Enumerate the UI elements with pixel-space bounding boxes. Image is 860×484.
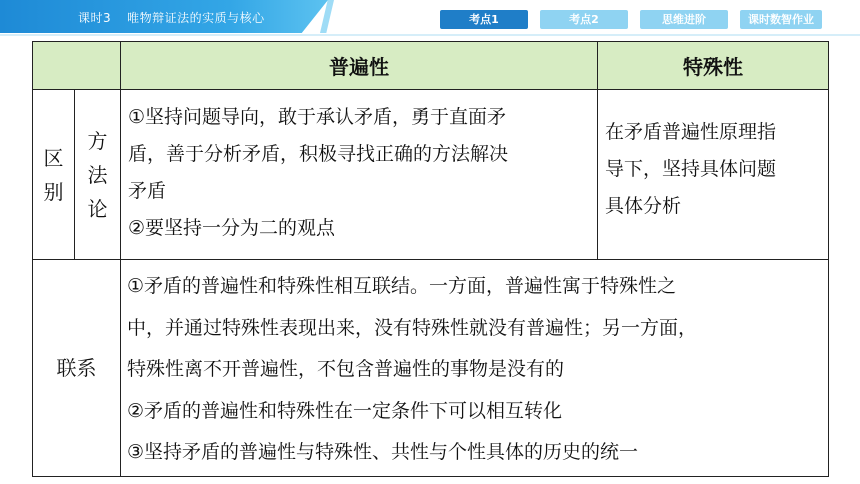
table-row-connection — [33, 260, 829, 477]
connection-line-4: ②矛盾的普遍性和特殊性在一定条件下可以相互转化 — [127, 399, 563, 422]
connection-line-1: ①矛盾的普遍性和特殊性相互联结。一方面，普遍性寓于特殊性之 — [127, 275, 677, 297]
header-corner-cell — [33, 42, 121, 90]
general-line-3: 矛盾 — [128, 180, 167, 202]
connection-line-5: ③坚持矛盾的普遍性与特殊性、共性与个性具体的历史的统一 — [127, 441, 639, 463]
lesson-title: 唯物辩证法的实质与核心 — [127, 11, 265, 25]
difference-label: 区 别 — [43, 145, 64, 204]
nav-tab-kaodian2[interactable]: 考点2 — [540, 10, 628, 29]
connection-cell — [121, 260, 829, 477]
special-line-2: 导下，坚持具体问题 — [605, 158, 777, 180]
table-row-difference — [33, 90, 829, 260]
header-divider — [0, 34, 860, 36]
general-line-2: 盾，善于分析矛盾，积极寻找正确的方法解决 — [128, 143, 509, 165]
special-line-3: 具体分析 — [605, 195, 682, 217]
row-sublabel-methodology — [75, 90, 121, 260]
methodology-label: 方 法 论 — [87, 128, 108, 221]
nav-tab-thinking-advance[interactable]: 思维进阶 — [640, 10, 728, 29]
special-line-1: 在矛盾普遍性原理指 — [605, 121, 777, 143]
row-label-connection: 联系 — [33, 260, 121, 477]
table-header-row — [33, 42, 829, 90]
column-header-general: 普遍性 — [121, 42, 598, 90]
lesson-number: 课时3 — [78, 11, 112, 25]
general-line-4: ②要坚持一分为二的观点 — [128, 217, 336, 239]
nav-tab-homework[interactable]: 课时数智作业 — [740, 10, 822, 29]
lesson-heading — [78, 9, 265, 26]
row-label-difference — [33, 90, 75, 260]
connection-line-3: 特殊性离不开普遍性，不包含普遍性的事物是没有的 — [127, 358, 565, 380]
general-methodology-cell — [121, 90, 598, 260]
top-header — [0, 0, 860, 36]
nav-tab-kaodian1[interactable]: 考点1 — [440, 10, 528, 29]
special-methodology-cell — [598, 90, 829, 260]
connection-line-2: 中，并通过特殊性表现出来，没有特殊性就没有普遍性；另一方面， — [127, 316, 698, 339]
general-line-1: ①坚持问题导向，敢于承认矛盾，勇于直面矛 — [128, 106, 507, 128]
comparison-table — [32, 41, 829, 477]
column-header-special: 特殊性 — [598, 42, 829, 90]
